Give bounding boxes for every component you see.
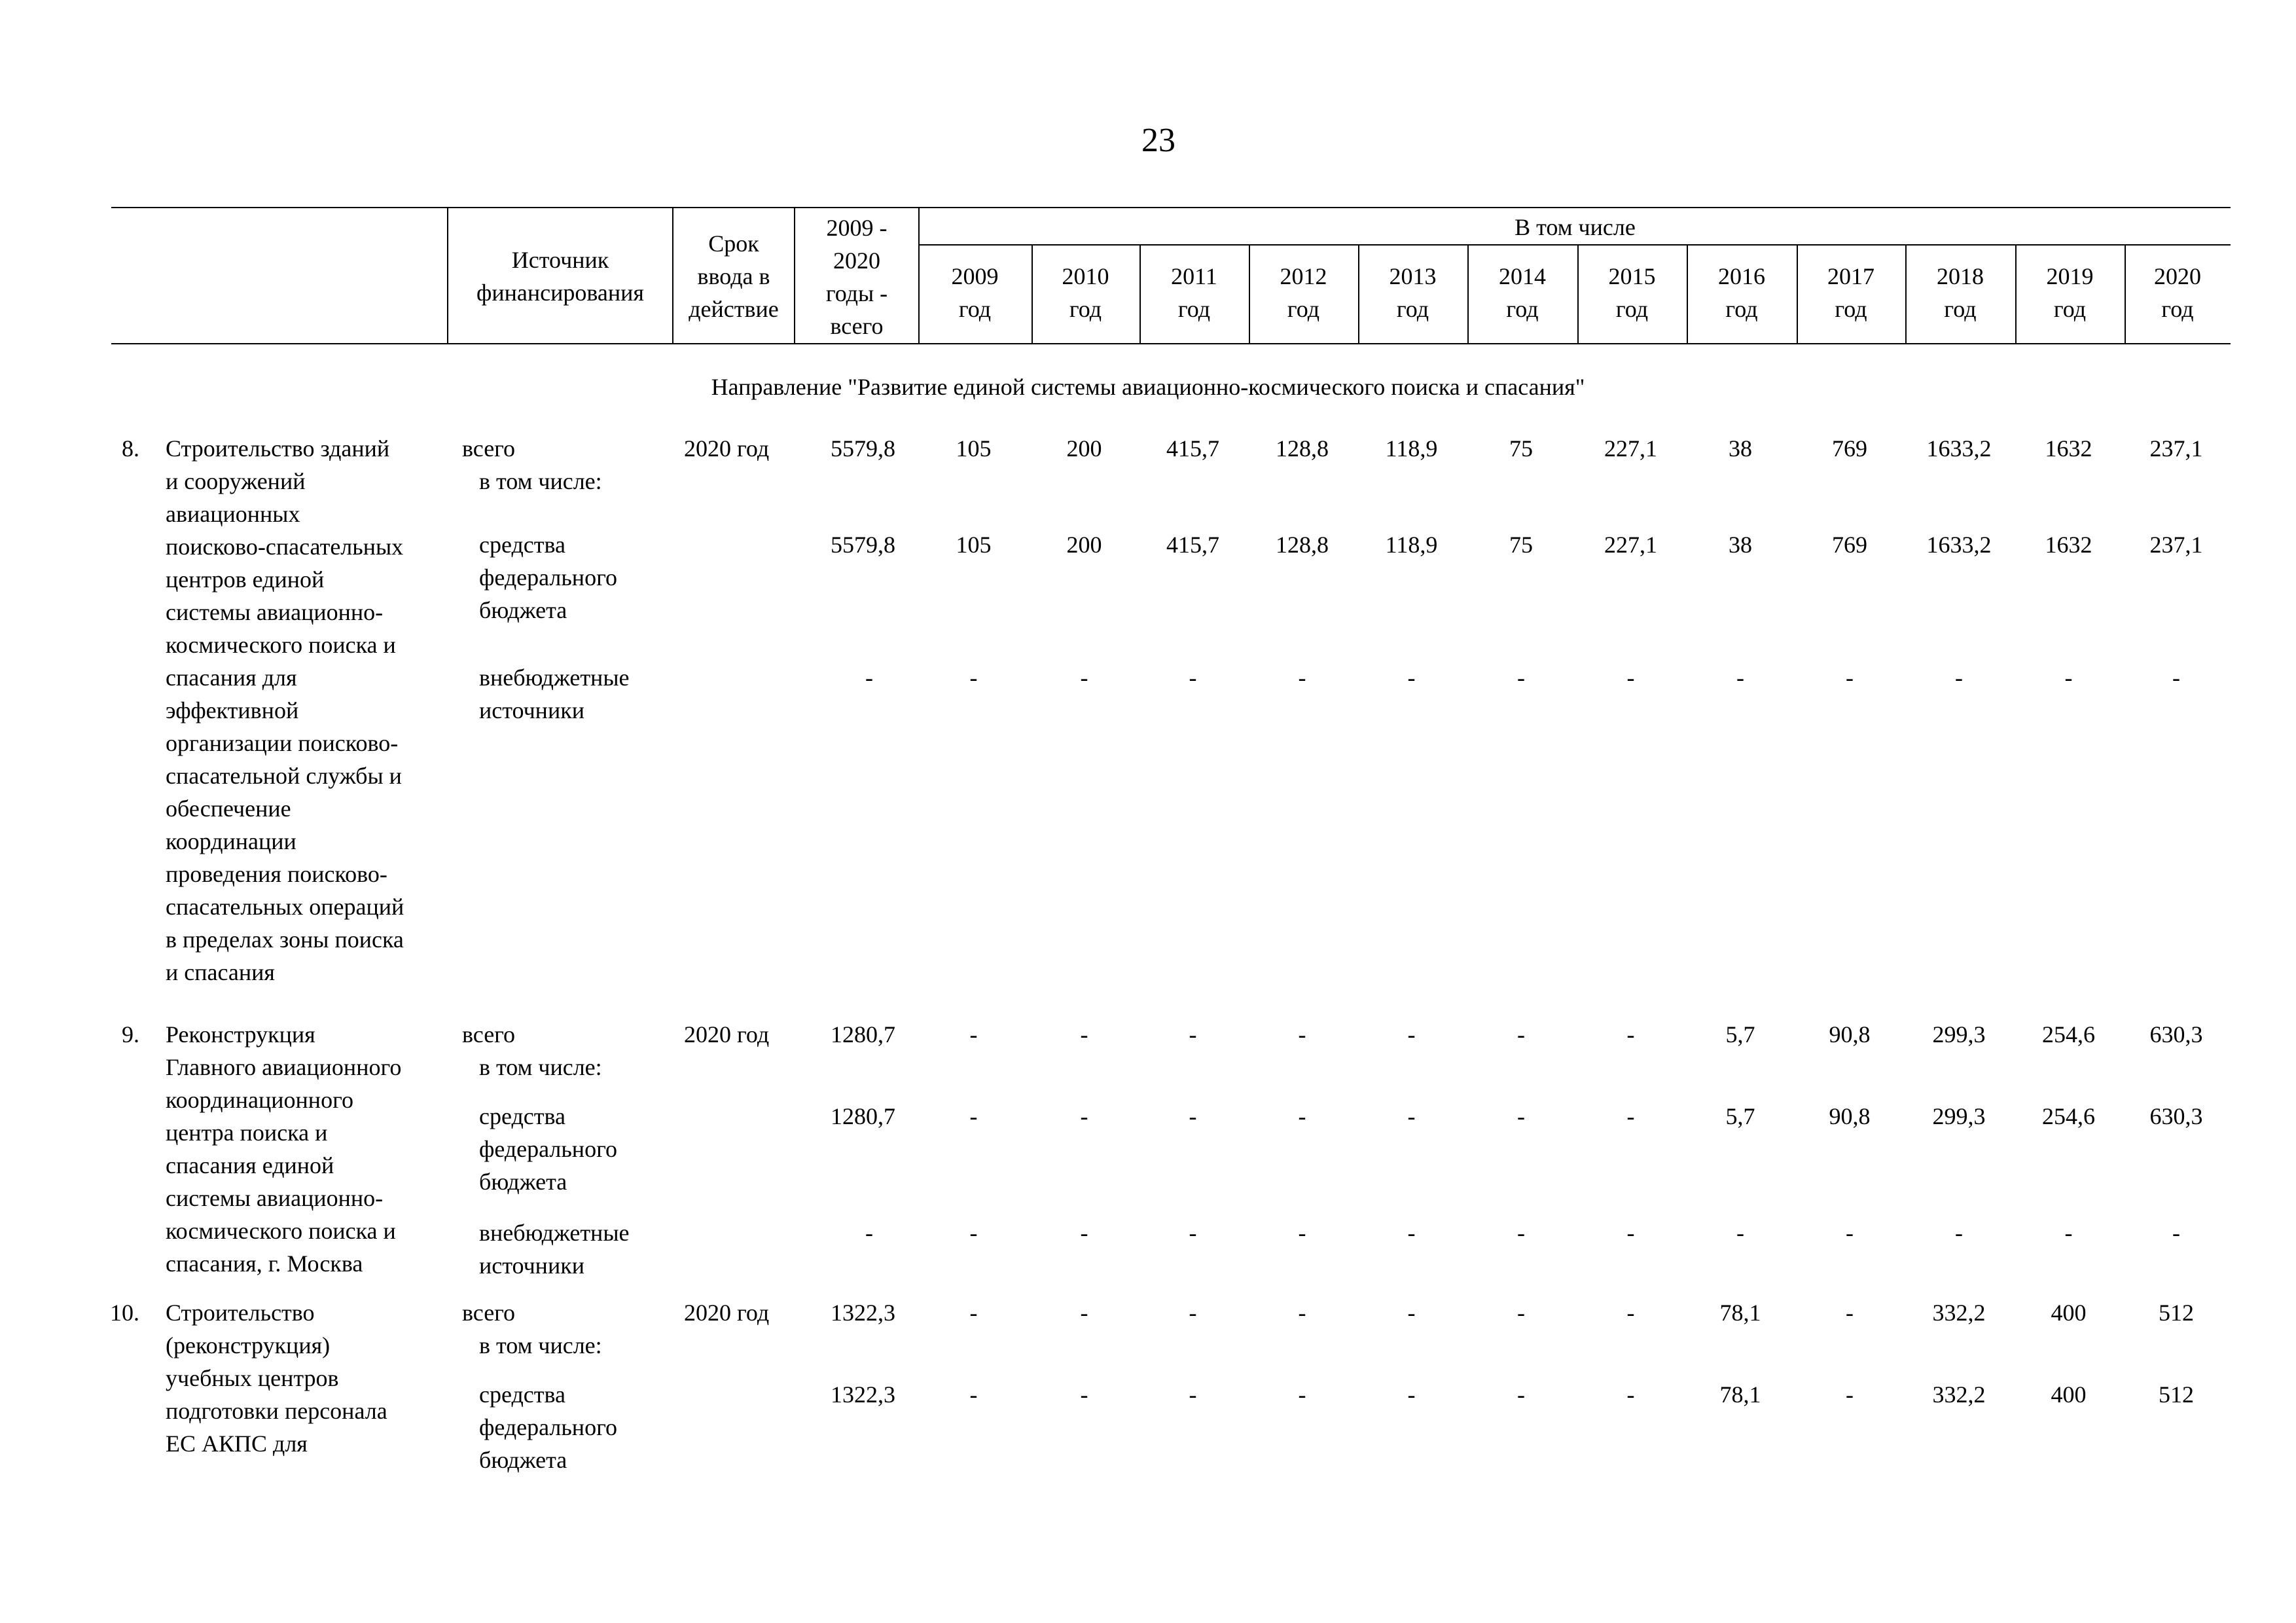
- row-value: -: [1080, 1103, 1088, 1129]
- row-value: -: [969, 1103, 978, 1129]
- row-value: -: [1189, 1021, 1197, 1048]
- year-header-year: 2019: [2046, 263, 2094, 289]
- row-value: 128,8: [1276, 435, 1329, 462]
- year-header-year: 2012: [1280, 263, 1327, 289]
- item-title-line: Строительство зданий: [166, 435, 390, 462]
- header-term: Срок ввода в действие: [689, 230, 779, 322]
- row-value: -: [1846, 1300, 1854, 1326]
- row-label: [479, 661, 629, 727]
- row-value: -: [1298, 1300, 1306, 1326]
- row-total: 5579,8: [831, 532, 895, 558]
- row-value: 1632: [2045, 532, 2092, 558]
- row-value: -: [1407, 1103, 1416, 1129]
- item-number: 9.: [122, 1021, 139, 1048]
- row-value: 512: [2159, 1300, 2194, 1326]
- row-value: -: [1080, 665, 1088, 691]
- item-title-line: спасания единой: [166, 1152, 334, 1178]
- item-title-line: спасания для: [166, 665, 297, 691]
- row-value: 415,7: [1166, 435, 1219, 462]
- year-header-year: 2011: [1171, 263, 1217, 289]
- row-total: 1280,7: [831, 1103, 895, 1129]
- year-header-year: 2010: [1062, 263, 1109, 289]
- row-value: 105: [956, 435, 992, 462]
- item-title-line: Реконструкция: [166, 1021, 315, 1048]
- row-label-line: бюджета: [479, 1169, 567, 1195]
- row-label: [479, 1216, 629, 1282]
- item-title-line: и сооружений: [166, 468, 306, 494]
- item-title-line: авиационных: [166, 501, 300, 527]
- row-value: -: [1517, 1103, 1525, 1129]
- year-header: [2015, 260, 2125, 325]
- row-total: 1280,7: [831, 1021, 895, 1048]
- row-label: [479, 1100, 617, 1198]
- row-total: 1322,3: [831, 1300, 895, 1326]
- header-total: 2009 - 2020 годы - всего: [825, 215, 888, 339]
- row-value: 128,8: [1276, 532, 1329, 558]
- row-value: -: [1189, 1220, 1197, 1246]
- item-term: 2020 год: [684, 435, 770, 462]
- row-value: -: [1407, 1381, 1416, 1408]
- row-value: 1633,2: [1926, 532, 1992, 558]
- row-value: 769: [1832, 532, 1867, 558]
- row-value: -: [1407, 665, 1416, 691]
- row-value: 75: [1509, 532, 1533, 558]
- year-header: [1467, 260, 1577, 325]
- item-title-line: эффективной: [166, 697, 299, 723]
- year-header-year: 2020: [2154, 263, 2201, 289]
- year-header-year: 2015: [1608, 263, 1656, 289]
- row-value: 400: [2051, 1300, 2087, 1326]
- year-header-unit: год: [1396, 296, 1429, 322]
- row-value: 299,3: [1932, 1021, 1986, 1048]
- item-title-line: и спасания: [166, 959, 275, 985]
- row-value: -: [1189, 1103, 1197, 1129]
- year-header-unit: год: [1506, 296, 1539, 322]
- row-value: 78,1: [1719, 1300, 1761, 1326]
- row-value: 332,2: [1932, 1381, 1986, 1408]
- row-value: -: [969, 1381, 978, 1408]
- row-value: -: [2172, 665, 2180, 691]
- row-value: -: [2172, 1220, 2180, 1246]
- row-value: 5,7: [1725, 1021, 1755, 1048]
- row-value: 200: [1066, 435, 1102, 462]
- row-value: -: [1189, 665, 1197, 691]
- year-header-unit: год: [1177, 296, 1211, 322]
- row-value: 400: [2051, 1381, 2087, 1408]
- row-value: 1633,2: [1926, 435, 1992, 462]
- row-value: 227,1: [1604, 532, 1657, 558]
- row-value: 254,6: [2042, 1021, 2095, 1048]
- row-value: -: [1846, 1220, 1854, 1246]
- year-header-year: 2016: [1718, 263, 1765, 289]
- row-total: 5579,8: [831, 435, 895, 462]
- year-header-year: 2013: [1389, 263, 1437, 289]
- item-title: [166, 1296, 387, 1460]
- row-value: -: [1080, 1021, 1088, 1048]
- row-label-line: источники: [479, 1252, 584, 1279]
- row-value: -: [1189, 1300, 1197, 1326]
- row-value: -: [969, 1021, 978, 1048]
- item-title-line: космического поиска и: [166, 1218, 396, 1244]
- item-title-line: в пределах зоны поиска: [166, 926, 404, 953]
- row-label: [462, 432, 602, 498]
- item-title-line: (реконструкция): [166, 1332, 331, 1359]
- row-value: -: [1626, 1381, 1635, 1408]
- row-value: 75: [1509, 435, 1533, 462]
- row-value: 415,7: [1166, 532, 1219, 558]
- item-title-line: спасательной службы и: [166, 763, 402, 789]
- item-title-line: координационного: [166, 1087, 353, 1113]
- year-header-year: 2014: [1499, 263, 1546, 289]
- row-value: -: [1298, 1381, 1306, 1408]
- row-label-line: всего: [462, 435, 516, 462]
- row-value: 332,2: [1932, 1300, 1986, 1326]
- year-header: [1249, 260, 1358, 325]
- row-value: -: [1517, 665, 1525, 691]
- item-title-line: системы авиационно-: [166, 599, 384, 625]
- row-value: 5,7: [1725, 1103, 1755, 1129]
- row-value: 90,8: [1829, 1103, 1871, 1129]
- item-title-line: проведения поисково-: [166, 861, 387, 887]
- row-label-line: всего: [462, 1021, 516, 1048]
- row-value: 630,3: [2149, 1021, 2203, 1048]
- row-value: 38: [1729, 532, 1752, 558]
- year-header-unit: год: [1835, 296, 1867, 322]
- header-bottom-rule: [111, 343, 2231, 344]
- row-value: 299,3: [1932, 1103, 1986, 1129]
- item-title-line: Строительство: [166, 1300, 315, 1326]
- row-value: 38: [1729, 435, 1752, 462]
- year-header-unit: год: [1287, 296, 1320, 322]
- year-header-unit: год: [1725, 296, 1758, 322]
- year-header: [1139, 260, 1249, 325]
- row-value: -: [1517, 1381, 1525, 1408]
- year-header-unit: год: [2053, 296, 2087, 322]
- row-value: 237,1: [2149, 435, 2203, 462]
- row-label-line: средства: [479, 1381, 566, 1408]
- year-header-unit: год: [1615, 296, 1649, 322]
- row-value: -: [2064, 665, 2073, 691]
- item-number: 8.: [122, 435, 139, 462]
- year-header-year: 2017: [1827, 263, 1874, 289]
- row-value: -: [1080, 1220, 1088, 1246]
- row-label-line: внебюджетные: [479, 665, 630, 691]
- year-header: [2125, 260, 2231, 325]
- year-header-unit: год: [1944, 296, 1977, 322]
- row-label-line: средства: [479, 1103, 566, 1129]
- row-total: -: [865, 665, 873, 691]
- item-title-line: поисково-спасательных: [166, 534, 404, 560]
- item-term: 2020 год: [684, 1021, 770, 1048]
- item-title-line: центра поиска и: [166, 1120, 328, 1146]
- row-label-line: всего: [462, 1300, 516, 1326]
- row-value: -: [1407, 1021, 1416, 1048]
- row-value: 630,3: [2149, 1103, 2203, 1129]
- row-value: -: [1407, 1300, 1416, 1326]
- row-label-line: в том числе:: [479, 1054, 602, 1080]
- row-total: 1322,3: [831, 1381, 895, 1408]
- row-label-line: в том числе:: [479, 1332, 602, 1359]
- row-value: -: [969, 665, 978, 691]
- item-term: 2020 год: [684, 1300, 770, 1326]
- row-label: [479, 528, 617, 627]
- row-value: 78,1: [1719, 1381, 1761, 1408]
- year-header: [1797, 260, 1905, 325]
- row-value: -: [1080, 1300, 1088, 1326]
- header-including: В том числе: [1515, 214, 1636, 240]
- year-header: [1577, 260, 1687, 325]
- item-title: [166, 1018, 401, 1280]
- row-label-line: бюджета: [479, 1447, 567, 1473]
- year-header: [918, 260, 1031, 325]
- row-value: 118,9: [1385, 435, 1438, 462]
- row-label-line: источники: [479, 697, 584, 723]
- direction-caption: Направление "Развитие единой системы авиационно-космического поиска и спасания": [711, 374, 1585, 400]
- row-value: -: [1517, 1300, 1525, 1326]
- item-title-line: подготовки персонала: [166, 1398, 387, 1424]
- row-value: 769: [1832, 435, 1867, 462]
- item-title-line: космического поиска и: [166, 632, 396, 658]
- row-value: -: [1736, 1220, 1744, 1246]
- row-value: 237,1: [2149, 532, 2203, 558]
- year-header-unit: год: [958, 296, 992, 322]
- row-total: -: [865, 1220, 873, 1246]
- row-value: 200: [1066, 532, 1102, 558]
- item-title: [166, 432, 404, 989]
- item-title-line: учебных центров: [166, 1365, 339, 1391]
- row-value: -: [1407, 1220, 1416, 1246]
- row-value: -: [1626, 1220, 1635, 1246]
- header-source: Источник финансирования: [476, 247, 644, 306]
- row-label-line: федерального: [479, 1414, 617, 1440]
- item-title-line: Главного авиационного: [166, 1054, 402, 1080]
- row-value: -: [1955, 665, 1963, 691]
- row-label: [479, 1378, 617, 1476]
- row-value: -: [2064, 1220, 2073, 1246]
- row-value: -: [1955, 1220, 1963, 1246]
- year-header-year: 2018: [1937, 263, 1984, 289]
- header-sub-rule: [918, 244, 2231, 246]
- page-number: 23: [1141, 122, 1175, 159]
- row-value: 1632: [2045, 435, 2092, 462]
- row-value: -: [1626, 1300, 1635, 1326]
- row-value: -: [1298, 665, 1306, 691]
- row-value: 118,9: [1385, 532, 1438, 558]
- row-label-line: внебюджетные: [479, 1220, 630, 1246]
- header-top-rule: [111, 207, 2231, 208]
- row-value: -: [1189, 1381, 1197, 1408]
- row-value: -: [1080, 1381, 1088, 1408]
- row-label-line: бюджета: [479, 597, 567, 623]
- row-value: -: [1298, 1103, 1306, 1129]
- row-label-line: федерального: [479, 1136, 617, 1162]
- row-value: -: [1626, 1021, 1635, 1048]
- row-value: -: [1846, 665, 1854, 691]
- row-value: -: [969, 1220, 978, 1246]
- item-title-line: координации: [166, 828, 296, 854]
- row-value: -: [1736, 665, 1744, 691]
- row-label-line: федерального: [479, 564, 617, 591]
- row-label: [462, 1018, 602, 1084]
- row-value: -: [1626, 1103, 1635, 1129]
- item-title-line: спасательных операций: [166, 894, 404, 920]
- year-header: [1905, 260, 2015, 325]
- row-label: [462, 1296, 602, 1362]
- year-header: [1358, 260, 1467, 325]
- year-header-unit: год: [2161, 296, 2194, 322]
- row-value: -: [1298, 1021, 1306, 1048]
- year-header-year: 2009: [951, 263, 999, 289]
- item-title-line: системы авиационно-: [166, 1185, 384, 1211]
- row-value: -: [1517, 1220, 1525, 1246]
- year-header: [1031, 260, 1139, 325]
- row-value: -: [1517, 1021, 1525, 1048]
- row-value: -: [1626, 665, 1635, 691]
- item-title-line: ЕС АКПС для: [166, 1431, 308, 1457]
- row-value: 254,6: [2042, 1103, 2095, 1129]
- row-value: 227,1: [1604, 435, 1657, 462]
- item-title-line: обеспечение: [166, 795, 291, 822]
- row-value: 105: [956, 532, 992, 558]
- row-value: -: [1846, 1381, 1854, 1408]
- year-header: [1687, 260, 1797, 325]
- row-label-line: средства: [479, 532, 566, 558]
- row-label-line: в том числе:: [479, 468, 602, 494]
- row-value: -: [969, 1300, 978, 1326]
- item-title-line: центров единой: [166, 566, 325, 593]
- item-number: 10.: [110, 1300, 139, 1326]
- item-title-line: организации поисково-: [166, 730, 399, 756]
- year-header-unit: год: [1069, 296, 1102, 322]
- row-value: 512: [2159, 1381, 2194, 1408]
- row-value: -: [1298, 1220, 1306, 1246]
- item-title-line: спасания, г. Москва: [166, 1250, 363, 1277]
- row-value: 90,8: [1829, 1021, 1871, 1048]
